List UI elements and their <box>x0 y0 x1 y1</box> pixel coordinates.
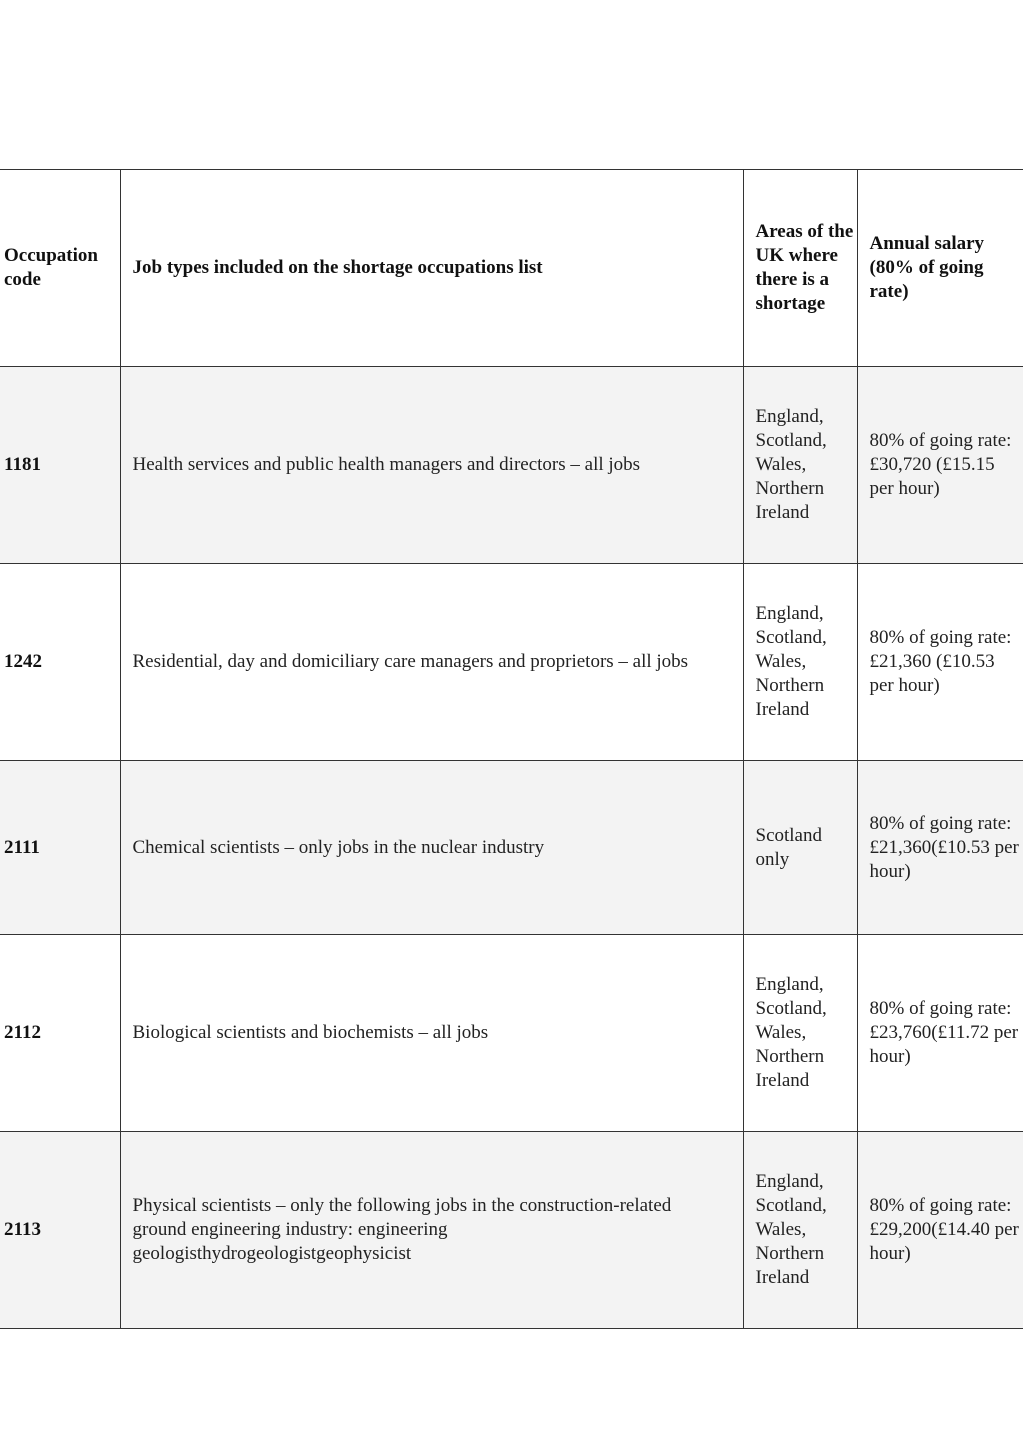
job-type-cell: Health services and public health managers and directors – all jobs <box>120 367 743 564</box>
annual-salary-cell: 80% of going rate: £21,360 (£10.53 per hour) <box>857 564 1023 761</box>
occupation-code-cell: 1242 <box>0 564 120 761</box>
header-job-types: Job types included on the shortage occupations list <box>120 170 743 367</box>
shortage-areas-cell: England, Scotland, Wales, Northern Ireland <box>743 367 857 564</box>
shortage-areas-cell: England, Scotland, Wales, Northern Ireland <box>743 935 857 1132</box>
shortage-occupations-table <box>0 169 1023 1329</box>
table-row <box>0 761 1023 935</box>
shortage-areas-cell: Scotland only <box>743 761 857 935</box>
header-annual-salary: Annual salary (80% of going rate) <box>857 170 1023 367</box>
shortage-occupations-table-container <box>0 169 1023 1329</box>
table-row <box>0 1132 1023 1329</box>
occupation-code-cell: 2112 <box>0 935 120 1132</box>
occupation-code-cell: 2111 <box>0 761 120 935</box>
annual-salary-cell: 80% of going rate: £29,200(£14.40 per hour) <box>857 1132 1023 1329</box>
job-type-cell: Chemical scientists – only jobs in the nuclear industry <box>120 761 743 935</box>
table-row <box>0 564 1023 761</box>
occupation-code-cell: 1181 <box>0 367 120 564</box>
annual-salary-cell: 80% of going rate: £30,720 (£15.15 per hour) <box>857 367 1023 564</box>
table-row <box>0 367 1023 564</box>
table-header-row <box>0 170 1023 367</box>
shortage-areas-cell: England, Scotland, Wales, Northern Ireland <box>743 1132 857 1329</box>
job-type-cell: Biological scientists and biochemists – all jobs <box>120 935 743 1132</box>
header-areas: Areas of the UK where there is a shortage <box>743 170 857 367</box>
table-row <box>0 935 1023 1132</box>
shortage-areas-cell: England, Scotland, Wales, Northern Ireland <box>743 564 857 761</box>
occupation-code-cell: 2113 <box>0 1132 120 1329</box>
annual-salary-cell: 80% of going rate: £21,360(£10.53 per hour) <box>857 761 1023 935</box>
job-type-cell: Residential, day and domiciliary care managers and proprietors – all jobs <box>120 564 743 761</box>
header-occupation-code: Occupation code <box>0 170 120 367</box>
annual-salary-cell: 80% of going rate: £23,760(£11.72 per hour) <box>857 935 1023 1132</box>
job-type-cell: Physical scientists – only the following jobs in the construction-related ground engineering industry: engineering geologisthydrogeologistgeophysicist <box>120 1132 743 1329</box>
